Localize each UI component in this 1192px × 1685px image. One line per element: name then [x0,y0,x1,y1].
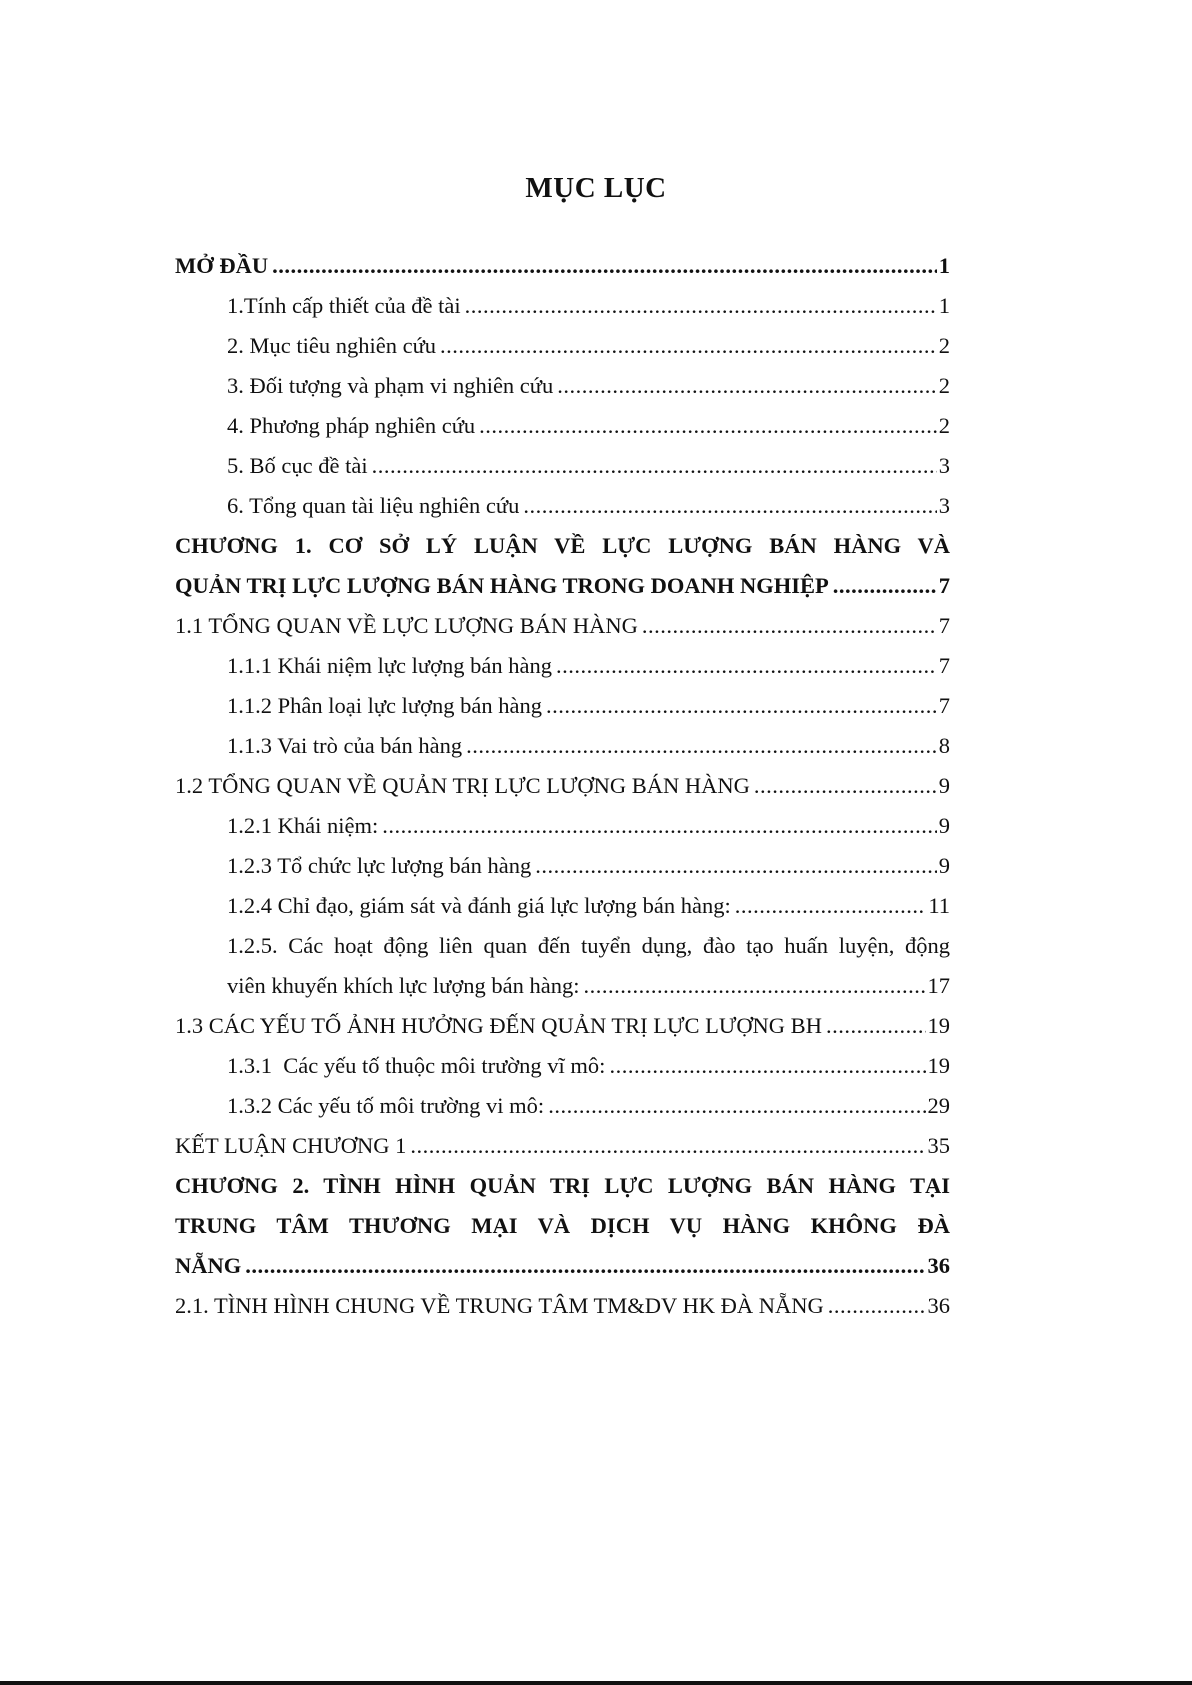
toc-page-number: 7 [938,613,950,638]
dot-leader [735,886,927,926]
toc-entry-label: 6. Tổng quan tài liệu nghiên cứu [227,493,520,518]
toc-page-number: 2 [938,333,950,358]
dot-leader [833,566,937,606]
toc-entry-label: NẴNG [175,1253,242,1278]
toc-entry-3[interactable] [175,366,950,406]
dot-leader [440,326,937,366]
toc-entry-1-3-1[interactable] [175,1046,950,1086]
toc-entry-1-2[interactable] [175,766,950,806]
toc-entry-label: 1.3.1 Các yếu tố thuộc môi trường vĩ mô: [227,1053,606,1078]
dot-leader [382,806,937,846]
toc-entry-chapter-1[interactable] [175,566,950,606]
dot-leader [535,846,936,886]
dot-leader [479,406,937,446]
toc-page-number: 9 [938,813,950,838]
toc-entry-1-1-1[interactable] [175,646,950,686]
dot-leader [642,606,937,646]
toc-entry-1-2-5[interactable] [175,966,950,1006]
table-of-contents [175,246,950,1326]
toc-page-number: 19 [927,1053,950,1078]
toc-entry-label: viên khuyến khích lực lượng bán hàng: [227,973,580,998]
toc-entry-label: 1.2 TỔNG QUAN VỀ QUẢN TRỊ LỰC LƯỢNG BÁN HÀNG [175,773,750,798]
toc-page-number: 29 [927,1093,950,1118]
dot-leader [245,1246,925,1286]
dot-leader [465,286,937,326]
toc-entry-label: 4. Phương pháp nghiên cứu [227,413,476,438]
toc-page-number: 3 [938,453,950,478]
dot-leader [754,766,937,806]
toc-page-number: 17 [927,973,950,998]
toc-entry-label: 1.2.3 Tổ chức lực lượng bán hàng [227,853,532,878]
dot-leader [410,1126,925,1166]
dot-leader [466,726,937,766]
toc-1-2-5-line1[interactable]: 1.2.5. Các hoạt động liên quan đến tuyển dụng, đào tạo huấn luyện, động [227,933,950,958]
dot-leader [583,966,925,1006]
toc-entry-label: KẾT LUẬN CHƯƠNG 1 [175,1133,407,1158]
toc-page-number: 1 [938,293,950,318]
toc-entry-label: 1.2.1 Khái niệm: [227,813,379,838]
toc-entry-mo-dau[interactable] [175,246,950,286]
toc-page-number: 9 [938,773,950,798]
toc-page-number: 11 [928,893,950,918]
dot-leader [546,686,937,726]
toc-entry-chapter-2[interactable] [175,1246,950,1286]
toc-chapter-2-line1[interactable]: CHƯƠNG 2. TÌNH HÌNH QUẢN TRỊ LỰC LƯỢNG BÁN HÀNG TẠI [175,1173,950,1198]
toc-page-number: 9 [938,853,950,878]
toc-entry-label: 2.1. TÌNH HÌNH CHUNG VỀ TRUNG TÂM TM&DV HK ĐÀ NẴNG [175,1293,824,1318]
toc-entry-label: 1.3 CÁC YẾU TỐ ẢNH HƯỞNG ĐẾN QUẢN TRỊ LỰC LƯỢNG BH [175,1013,822,1038]
toc-entry-ket-luan-1[interactable] [175,1126,950,1166]
bottom-border [0,1681,1192,1685]
toc-page-number: 36 [927,1253,950,1278]
toc-page-number: 2 [938,413,950,438]
dot-leader [372,446,937,486]
toc-entry-1-3[interactable] [175,1006,950,1046]
toc-page-number: 2 [938,373,950,398]
toc-chapter-1-line1[interactable]: CHƯƠNG 1. CƠ SỞ LÝ LUẬN VỀ LỰC LƯỢNG BÁN HÀNG VÀ [175,533,950,558]
toc-page-number: 35 [927,1133,950,1158]
toc-entry-1-2-3[interactable] [175,846,950,886]
toc-entry-2-1[interactable] [175,1286,950,1326]
toc-entry-label: MỞ ĐẦU [175,253,269,278]
toc-entry-label: 2. Mục tiêu nghiên cứu [227,333,437,358]
toc-entry-1-1-2[interactable] [175,686,950,726]
dot-leader [556,646,937,686]
toc-entry-label: 5. Bố cục đề tài [227,453,368,478]
toc-entry-label: 1.Tính cấp thiết của đề tài [227,293,461,318]
toc-entry-label: 1.1.2 Phân loại lực lượng bán hàng [227,693,542,718]
dot-leader [557,366,937,406]
toc-entry-label: 1.1.1 Khái niệm lực lượng bán hàng [227,653,552,678]
page-title: MỤC LỤC [525,172,667,204]
toc-page-number: 1 [938,253,950,278]
toc-page-number: 8 [938,733,950,758]
dot-leader [272,246,937,286]
toc-entry-1-2-1[interactable] [175,806,950,846]
toc-entry-1-1-3[interactable] [175,726,950,766]
toc-entry-1-1[interactable] [175,606,950,646]
toc-entry-label: 1.2.4 Chỉ đạo, giám sát và đánh giá lực lượng bán hàng: [227,893,731,918]
toc-entry-2[interactable] [175,326,950,366]
toc-entry-label: 3. Đối tượng và phạm vi nghiên cứu [227,373,554,398]
toc-entry-5[interactable] [175,446,950,486]
toc-entry-1-3-2[interactable] [175,1086,950,1126]
toc-page-number: 7 [938,693,950,718]
toc-page-number: 7 [938,573,950,598]
dot-leader [523,486,936,526]
toc-entry-label: 1.1 TỔNG QUAN VỀ LỰC LƯỢNG BÁN HÀNG [175,613,638,638]
toc-entry-6[interactable] [175,486,950,526]
dot-leader [828,1286,926,1326]
toc-page-number: 36 [927,1293,950,1318]
toc-entry-1-2-4[interactable] [175,886,950,926]
toc-entry-1[interactable] [175,286,950,326]
toc-chapter-2-line2[interactable]: TRUNG TÂM THƯƠNG MẠI VÀ DỊCH VỤ HÀNG KHÔNG ĐÀ [175,1213,950,1238]
toc-entry-label: 1.3.2 Các yếu tố môi trường vi mô: [227,1093,545,1118]
toc-entry-label: 1.1.3 Vai trò của bán hàng [227,733,463,758]
dot-leader [826,1006,926,1046]
dot-leader [548,1086,925,1126]
dot-leader [609,1046,925,1086]
toc-page-number: 7 [938,653,950,678]
toc-page-number: 19 [927,1013,950,1038]
toc-page-number: 3 [938,493,950,518]
toc-entry-4[interactable] [175,406,950,446]
toc-entry-label: QUẢN TRỊ LỰC LƯỢNG BÁN HÀNG TRONG DOANH NGHIỆP [175,573,829,598]
